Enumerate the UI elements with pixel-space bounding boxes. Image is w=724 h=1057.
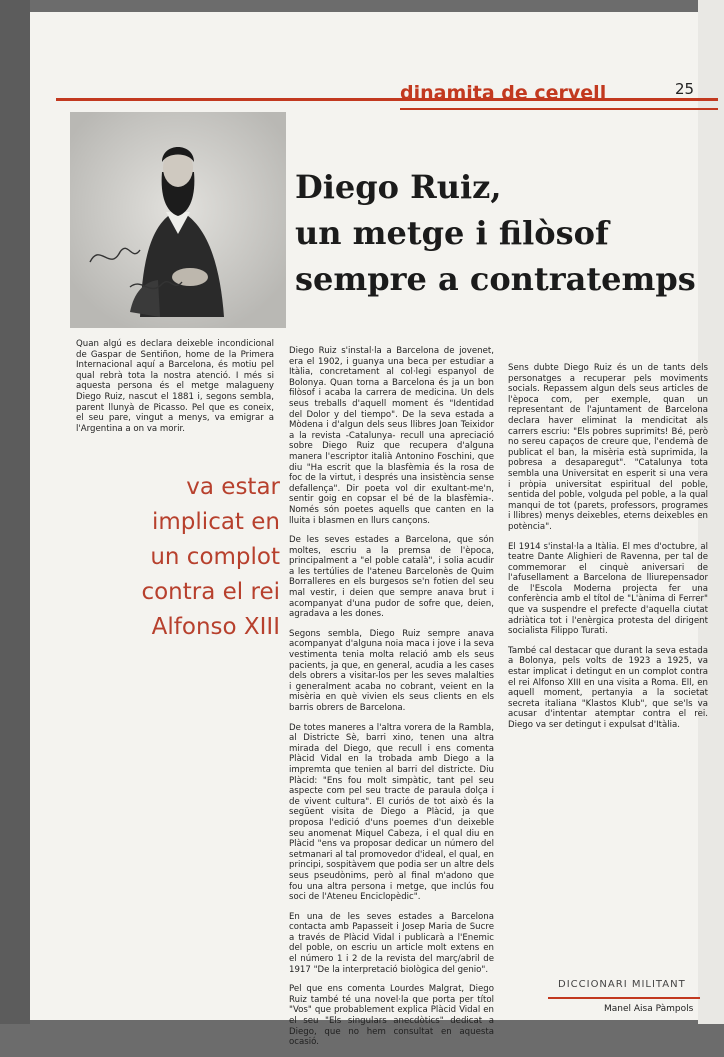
pull-quote-line: contra el rei bbox=[141, 579, 280, 605]
portrait-illustration bbox=[70, 112, 286, 328]
paragraph: Sens dubte Diego Ruiz és un de tants dels personatges a recuperar pels moviments socials. Repassem algun dels seus articles de l'època com, per exemple, quan un representant de l'ajuntament de Barcelona declara haver eliminat la mendicitat als carrers escriu: "Els pobres suprimits! Bé, però no sereu capaços de creure que, l'endemà de publicat el ban, la misèria està suprimida, la pobresa a desaparegut". "Catalunya tota sembla una Universitat en esperit si una vera i pròpia universitat espiritual del poble, sentida del poble, volguda pel poble, a la qual manqui de tot (parets, professors, programes i llibres) menys deixebles, eterns deixebles en potència". bbox=[508, 363, 708, 532]
scan-left-edge bbox=[0, 0, 30, 1024]
paragraph: De totes maneres a l'altra vorera de la Rambla, al Districte Sè, barri xino, tenen una altra mirada del Diego, que recull i ens comenta Plàcid Vidal en la trobada amb Diego a la impremta que tenien al barri del districte. Diu Plàcid: "Ens fou molt simpàtic, tant pel seu aspecte com pel seu tracte de paraula dolça i de vivent cultura". El curiós de tot això és la següent visita de Diego a Plàcid, ja que proposa l'edició d'uns poemes d'un deixeble seu anomenat Miquel Cabeza, i el qual diu en Plàcid "ens va proposar dedicar un número del setmanari al tal promovedor d'ideal, el qual, en principi, sospitàvem que podia ser un altre dels seus pseudònims, però al final m'adono que fou una altra persona i metge, que inclús fou soci de l'Ateneu Enciclopèdic". bbox=[289, 722, 494, 903]
title-line: un metge i filòsof bbox=[295, 214, 609, 252]
body-column-3 bbox=[508, 363, 708, 740]
bleed-through-shadow bbox=[468, 52, 718, 172]
pull-quote bbox=[80, 470, 280, 645]
header-rule bbox=[56, 98, 718, 101]
article-title bbox=[295, 164, 715, 302]
paragraph: En una de les seves estades a Barcelona contacta amb Papasseit i Josep Maria de Sucre a través de Plàcid Vidal i publicarà a l'Enemic del poble, on escriu un article molt extens en el número 1 i 2 de la revista del març/abril de 1917 "De la interpretació biològica del genio". bbox=[289, 911, 494, 975]
author-byline: Manel Aisa Pàmpols bbox=[604, 1004, 694, 1014]
header-rule-secondary bbox=[400, 108, 718, 110]
portrait-photo bbox=[70, 112, 286, 328]
page-number: 25 bbox=[675, 80, 695, 98]
pull-quote-line: va estar bbox=[186, 474, 280, 500]
footer-rule bbox=[548, 997, 700, 999]
paragraph: Segons sembla, Diego Ruiz sempre anava acompanyat d'alguna noia maca i jove i la seva vestimenta tenia molta relació amb els seus pacients, ja que, en general, acudia a les cases dels obrers a visitar-los per les seves malalties i generalment acaba no cobrant, veient en la misèria en què vivien els seus clients en els barris obrers de Barcelona. bbox=[289, 628, 494, 713]
paragraph: També cal destacar que durant la seva estada a Bolonya, pels volts de 1923 a 1925, va estar implicat i detingut en un complot contra el rei Alfonso XIII en una visita a Roma. Ell, en aquell moment, pertanyia a la societat secreta italiana "Klastos Klub", que se'ls va acusar d'intentar atemptar contra el rei. Diego va ser detingut i expulsat d'Itàlia. bbox=[508, 645, 708, 730]
paragraph: El 1914 s'instal·la a Itàlia. El mes d'octubre, al teatre Dante Alighieri de Ravenna, per tal de commemorar el cinquè aniversari de l'afusellament a Barcelona de lliurepensador de l'Escola Moderna projecta fer una conferència amb el títol de "L'ànima di Ferrer" que va suspendre el prefecte d'aquella ciutat adriàtica tot i l'enèrgica protesta del dirigent socialista Filippo Turati. bbox=[508, 541, 708, 637]
paragraph: Diego Ruiz s'instal·la a Barcelona de jovenet, era el 1902, i guanya una beca per estudiar a Itàlia, concretament al col·legi espanyol de Bolonya. Quan torna a Barcelona és ja un bon filòsof i acaba la carrera de medicina. Un dels seus treballs d'aquell moment és "Identidad del Dolor y del tiempo". De la seva estada a Mòdena i d'algun dels seus llibres Joan Teixidor a la revista -Catalunya- recull una apreciació sobre Diego Ruiz que recupera d'alguna manera l'escriptor italià Antonino Foschini, que diu "Ha escrit que la blasfèmia és la rosa de foc de la virtut, i després una insistència sense defallença". Dir poeta vol dir exultant-me'n, sentir goig en copsar el bé de la blasfèmia-. Només són poetes aquells que canten en la lluita i blasmen en llurs cançons. bbox=[289, 346, 494, 526]
pull-quote-line: implicat en bbox=[152, 509, 280, 535]
intro-paragraph: Quan algú es declara deixeble incondicional de Gaspar de Sentiñon, home de la Primera Internacional aquí a Barcelona, és motiu pel qual rebrà tota la nostra atenció. I més si aquesta persona és el metge malagueny Diego Ruiz, nascut el 1881 i, segons sembla, parent llunyà de Picasso. Pel que es coneix, el seu pare, vingut a menys, va emigrar a l'Argentina a on va morir. bbox=[76, 339, 274, 434]
pull-quote-line: un complot bbox=[150, 544, 280, 570]
footer-label: DICCIONARI MILITANT bbox=[558, 979, 686, 990]
title-line: Diego Ruiz, bbox=[295, 168, 502, 206]
intro-column bbox=[76, 339, 274, 443]
paragraph: Pel que ens comenta Lourdes Malgrat, Diego Ruiz també té una novel·la que porta per títol "Vos" que probablement explica Plàcid Vidal en el seu "Els singulars anecdòtics" dedicat a Diego, que no hem consultat en aquesta ocasió. bbox=[289, 984, 494, 1048]
magazine-page bbox=[30, 12, 708, 1048]
pull-quote-line: Alfonso XIII bbox=[151, 614, 280, 640]
paragraph: De les seves estades a Barcelona, que són moltes, escriu a la premsa de l'època, principalment a "el poble català", i solia acudir a les tertúlies de l'ateneu Barcelonès de Quim Borralleres en els burgesos se'n fotien del seu mal vestir, i deien que sempre anava brut i acompanyat d'una pudor de sofre que, deien, agradava a les dones. bbox=[289, 535, 494, 620]
body-column-2 bbox=[289, 346, 494, 1057]
title-line: sempre a contratemps bbox=[295, 260, 696, 298]
section-header: dinamita de cervell bbox=[400, 82, 607, 104]
